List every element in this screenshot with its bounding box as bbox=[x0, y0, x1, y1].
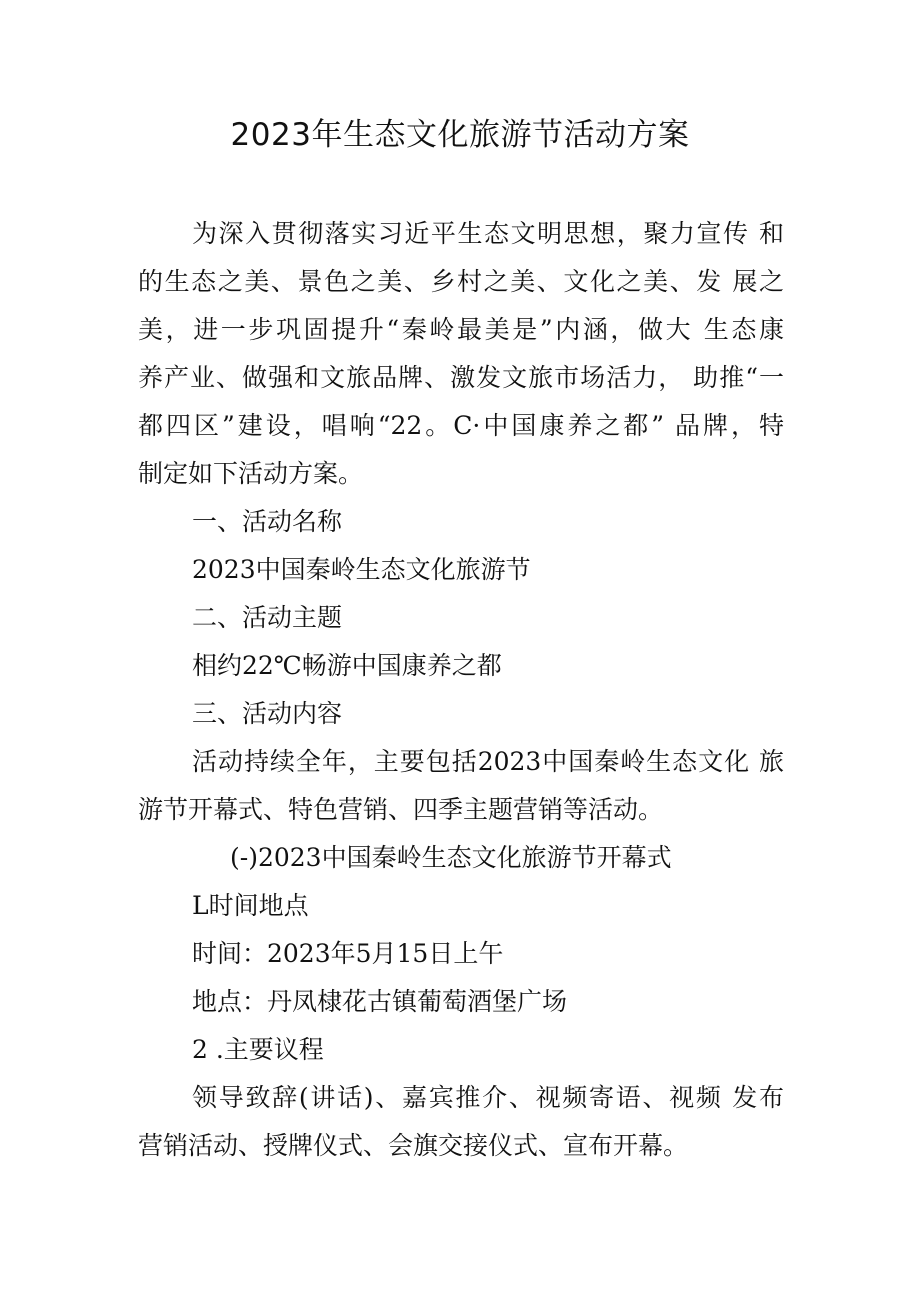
activity-theme-text: 相约22℃畅游中国康养之都 bbox=[192, 651, 502, 680]
activity-name-text: 2023中国秦岭生态文化旅游节 bbox=[192, 555, 531, 584]
activity-content-line-1: 活动持续全年，主要包括2023中国秦岭生态文化 旅 bbox=[192, 747, 784, 776]
place-line: 地点：丹凤棣花古镇葡萄酒堡广场 bbox=[192, 987, 568, 1016]
intro-line-6: 制定如下活动方案。 bbox=[138, 459, 364, 488]
section-heading-activity-theme: 二、活动主题 bbox=[192, 603, 343, 632]
section-heading-activity-content: 三、活动内容 bbox=[192, 699, 343, 728]
item-heading-agenda: 2 .主要议程 bbox=[192, 1035, 324, 1064]
activity-content-line-2: 游节开幕式、特色营销、四季主题营销等活动。 bbox=[138, 795, 664, 824]
page-title: 2023年生态文化旅游节活动方案 bbox=[230, 117, 690, 153]
item-heading-time-place: L时间地点 bbox=[192, 891, 309, 920]
intro-line-5: 都四区”建设，唱响“22。C·中国康养之都” 品牌，特 bbox=[138, 411, 784, 440]
intro-line-2: 的生态之美、景色之美、乡村之美、文化之美、发 展之 bbox=[138, 267, 784, 296]
section-heading-activity-name: 一、活动名称 bbox=[192, 507, 343, 536]
intro-line-3: 美，进一步巩固提升“秦岭最美是”内涵，做大 生态康 bbox=[138, 315, 784, 344]
agenda-line-1: 领导致辞(讲话)、嘉宾推介、视频寄语、视频 发布 bbox=[192, 1083, 784, 1112]
time-line: 时间：2023年5月15日上午 bbox=[192, 939, 504, 968]
subsection-heading-opening-ceremony: (-)2023中国秦岭生态文化旅游节开幕式 bbox=[230, 843, 672, 872]
intro-line-1: 为深入贯彻落实习近平生态文明思想，聚力宣传 和 bbox=[192, 219, 784, 248]
agenda-line-2: 营销活动、授牌仪式、会旗交接仪式、宣布开幕。 bbox=[138, 1131, 689, 1160]
intro-line-4: 养产业、做强和文旅品牌、激发文旅市场活力， 助推“一 bbox=[138, 363, 784, 392]
